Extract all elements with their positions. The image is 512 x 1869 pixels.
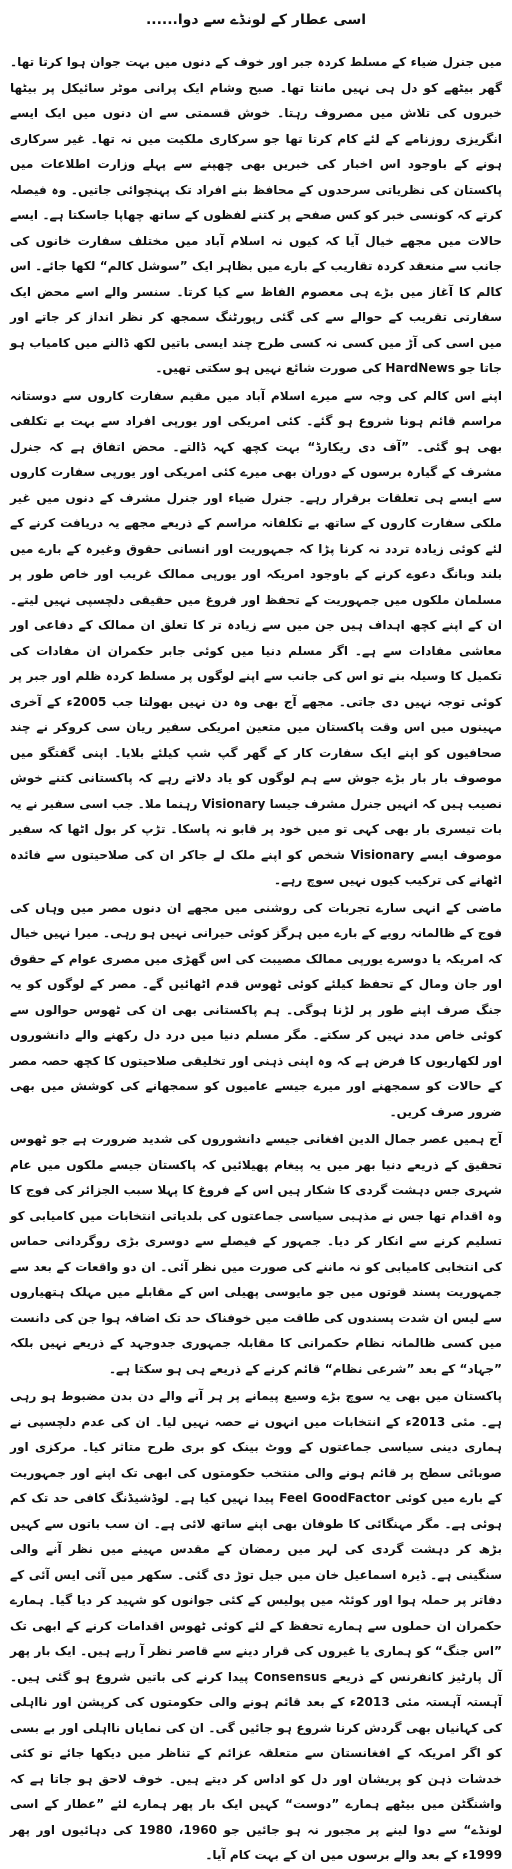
paragraph-1: میں جنرل ضیاء کے مسلط کردہ جبر اور خوف کے دنوں میں بہت جوان ہوا کرتا تھا۔ گھر بیٹھے کو دل ہی نہیں مانتا تھا۔ صبح وشام ایک پرانی موٹر سائیکل پر بیٹھا خبروں کی تلاش میں مصروف رہتا۔ خوش قسمتی سے ان دنوں میں ایک ایسے انگریزی روزنامے کے لئے کام کرتا تھا جو سرکاری ملکیت میں نہ تھا۔ غیر سرکاری ہونے کے باوجود اس اخبار کی خبریں بھی چھپنے سے پہلے وزارت اطلاعات میں پاکستان کی نظریاتی سرحدوں کے محافظ بنے افراد تک پہنچوائی جاتیں۔ وہ فیصلہ کرتے کہ کونسی خبر کو کس صفحے پر کتنے لفظوں کے ساتھ چھاپا جاسکتا ہے۔ ایسے حالات میں مجھے خیال آیا کہ کیوں نہ اسلام آباد میں مختلف سفارت خانوں کی جانب سے منعقد کردہ تقاریب کے بارے میں بظاہر ایک ”سوشل کالم“ لکھا جائے۔ اس کالم کا آغاز میں بڑے ہی معصوم الفاظ سے کیا کرتا۔ سنسر والے اسے محض ایک سفارتی تقریب کے حوالے سے کی گئی رپورٹنگ سمجھ کر نظر انداز کر جاتے اور میں اسی کی آڑ میں کسی نہ کسی طرح چند ایسی باتیں لکھ ڈالنے میں کامیاب ہو جاتا جو HardNews کی صورت شائع نہیں ہو سکتی تھیں۔	[10, 55, 502, 375]
article-body	[10, 50, 502, 1869]
paragraph-2: اپنے اس کالم کی وجہ سے میرے اسلام آباد میں مقیم سفارت کاروں سے دوستانہ مراسم قائم ہونا شروع ہو گئے۔ کئی امریکی اور یورپی افراد سے بہت بے تکلفی بھی ہو گئی۔ ”آف دی ریکارڈ“ بہت کچھ کہہ ڈالتے۔ محض اتفاق ہے کہ جنرل مشرف کے گیارہ برسوں کے دوران بھی میرے کئی امریکی اور یورپی سفارت کاروں سے ایسے ہی تعلقات برقرار رہے۔ جنرل ضیاء اور جنرل مشرف کے دنوں میں غیر ملکی سفارت کاروں کے ساتھ بے تکلفانہ مراسم کے ذریعے مجھے یہ دریافت کرنے کے لئے کوئی زیادہ تردد نہ کرنا پڑا کہ جمہوریت اور انسانی حقوق وغیرہ کے بارے میں بلند وبانگ دعوے کرنے کے باوجود امریکہ اور یورپی ممالک غریب اور خاص طور پر مسلمان ملکوں میں جمہوریت کے تحفظ اور فروغ میں حقیقی دلچسپی نہیں لیتے۔ ان کے اپنے کچھ اہداف ہیں جن میں سے زیادہ تر کا تعلق ان ممالک کے دفاعی اور معاشی مفادات سے ہے۔ اگر مسلم دنیا میں کوئی جابر حکمران ان مفادات کی تکمیل کا وسیلہ بنے تو اس کی جانب سے اپنے لوگوں پر مسلط کردہ ظلم اور جبر پر کوئی توجہ نہیں دی جاتی۔ مجھے آج بھی وہ دن نہیں بھولتا جب 2005ء کے آخری مہینوں میں اس وقت پاکستان میں متعین امریکی سفیر ریان سی کروکر نے چند صحافیوں کو اپنے ایک سفارت کار کے گھر گپ شپ کیلئے بلایا۔ اپنی گفتگو میں موصوف بار بار بڑے جوش سے ہم لوگوں کو یاد دلاتے رہے کہ پاکستانی کتنے خوش نصیب ہیں کہ انہیں جنرل مشرف جیسا Visionary رہنما ملا۔ جب اسی سفیر نے یہ بات تیسری بار بھی کہی تو میں خود پر قابو نہ پاسکا۔ تڑپ کر بول اٹھا کہ سفیر موصوف ایسے Visionary شخص کو اپنے ملک لے جاکر ان کی صلاحیتوں سے فائدہ اٹھانے کی ترکیب کیوں نہیں سوچ رہے۔	[10, 388, 502, 887]
paragraph-3: ماضی کے انہی سارے تجربات کی روشنی میں مجھے ان دنوں مصر میں وہاں کی فوج کے ظالمانہ رویے کے بارے میں ہرگز کوئی حیرانی نہیں ہو رہی۔ میرا نہیں خیال کہ امریکہ یا دوسرے یورپی ممالک مصیبت کی اس گھڑی میں مصری عوام کے حقوق اور جان ومال کے تحفظ کیلئے کوئی ٹھوس قدم اٹھائیں گے۔ مصر کے لوگوں کو یہ جنگ صرف اپنے طور پر لڑنا ہوگی۔ ہم پاکستانی بھی ان کی ٹھوس حوالوں سے کوئی خاص مدد نہیں کر سکتے۔ مگر مسلم دنیا میں درد دل رکھنے والے دانشوروں اور لکھاریوں کا فرض ہے کہ وہ اپنی ذہنی اور تخلیقی صلاحیتوں کا کچھ حصہ مصر کے حالات کو سمجھنے اور میرے جیسے عامیوں کو سمجھانے کی کوشش میں بھی ضرور صرف کریں۔	[10, 900, 502, 1119]
column-title: اسی عطار کے لونڈے سے دوا......	[145, 12, 367, 28]
paragraph-4: آج ہمیں عصر جمال الدین افغانی جیسے دانشوروں کی شدید ضرورت ہے جو ٹھوس تحقیق کے ذریعے دنیا بھر میں یہ پیغام پھیلائیں کہ پاکستان جیسے ملکوں میں عام شہری جس دہشت گردی کا شکار ہیں اس کے فروغ کا پہلا سبب الجزائر کی فوج کا وہ اقدام تھا جس نے مذہبی سیاسی جماعتوں کی بلدیاتی انتخابات میں کامیابی کو تسلیم کرنے سے انکار کر دیا۔ جمہور کے فیصلے سے دوسری بڑی روگردانی حماس کی انتخابی کامیابی کو نہ ماننے کی صورت میں نظر آئی۔ ان دو واقعات کے بعد سے جمہوریت پسند قوتوں میں جو مایوسی پھیلی اس کے مقابلے میں مہلک ہتھیاروں سے لیس ان شدت پسندوں کی طاقت میں خوفناک حد تک اضافہ ہوا جن کی دانست میں کسی ظالمانہ نظام حکمرانی کا مقابلہ جمہوری جدوجہد کے ذریعے نہیں بلکہ ”جہاد“ کے بعد ”شرعی نظام“ قائم کرنے کے ذریعے ہی ہو سکتا ہے۔	[10, 1132, 502, 1376]
paragraph-5: پاکستان میں بھی یہ سوچ بڑے وسیع پیمانے پر ہر آنے والے دن بدن مضبوط ہو رہی ہے۔ مئی 2013ء کے انتخابات میں انہوں نے حصہ نہیں لیا۔ ان کی عدم دلچسپی نے ہماری دینی سیاسی جماعتوں کے ووٹ بینک کو بری طرح متاثر کیا۔ مرکزی اور صوبائی سطح پر قائم ہونے والی منتخب حکومتوں کی ابھی تک اپنے اور جمہوریت کے بارے میں کوئی Feel GoodFactor پیدا نہیں کیا ہے۔ لوڈشیڈنگ کافی حد تک کم ہوئی ہے۔ مگر مہنگائی کا طوفان بھی اپنے ساتھ لائی ہے۔ ان سب باتوں سے کہیں بڑھ کر دہشت گردی کی لہر میں رمضان کے مقدس مہینے میں نظر آنے والی سنگینی ہے۔ ڈیرہ اسماعیل خان میں جیل توڑ دی گئی۔ سکھر میں آئی ایس آئی کے دفاتر پر حملہ ہوا اور کوئٹہ میں پولیس کے کئی جوانوں کو شہید کر دیا گیا۔ ہمارے حکمران ان حملوں سے ہمارے تحفظ کے لئے کوئی ٹھوس اقدامات کرنے کے ابھی تک ”اس جنگ“ کو ہماری یا غیروں کی قرار دینے سے قاصر نظر آ رہے ہیں۔ ایک بار پھر آل پارٹیز کانفرنس کے ذریعے Consensus پیدا کرنے کی باتیں شروع ہو گئی ہیں۔ آہستہ آہستہ مئی 2013ء کے بعد قائم ہونے والی حکومتوں کی کرپشن اور نااہلی کی کہانیاں بھی گردش کرنا شروع ہو جائیں گی۔ ان کی نمایاں نااہلی اور بے بسی کو اگر امریکہ کے افغانستان سے متعلقہ عزائم کے تناظر میں دیکھا جائے تو کئی خدشات ذہن کو پریشان اور دل کو اداس کر دیتے ہیں۔ خوف لاحق ہو جاتا ہے کہ واشنگٹن میں بیٹھے ہمارے ”دوست“ کہیں ایک بار پھر ہمارے لئے ”عطار کے اسی لونڈے“ سے دوا لینے پر مجبور نہ ہو جائیں جو 1960، 1980 کی دہائیوں اور پھر 1999ء کے بعد والے برسوں میں ان کے بہت کام آیا۔	[10, 1389, 503, 1862]
